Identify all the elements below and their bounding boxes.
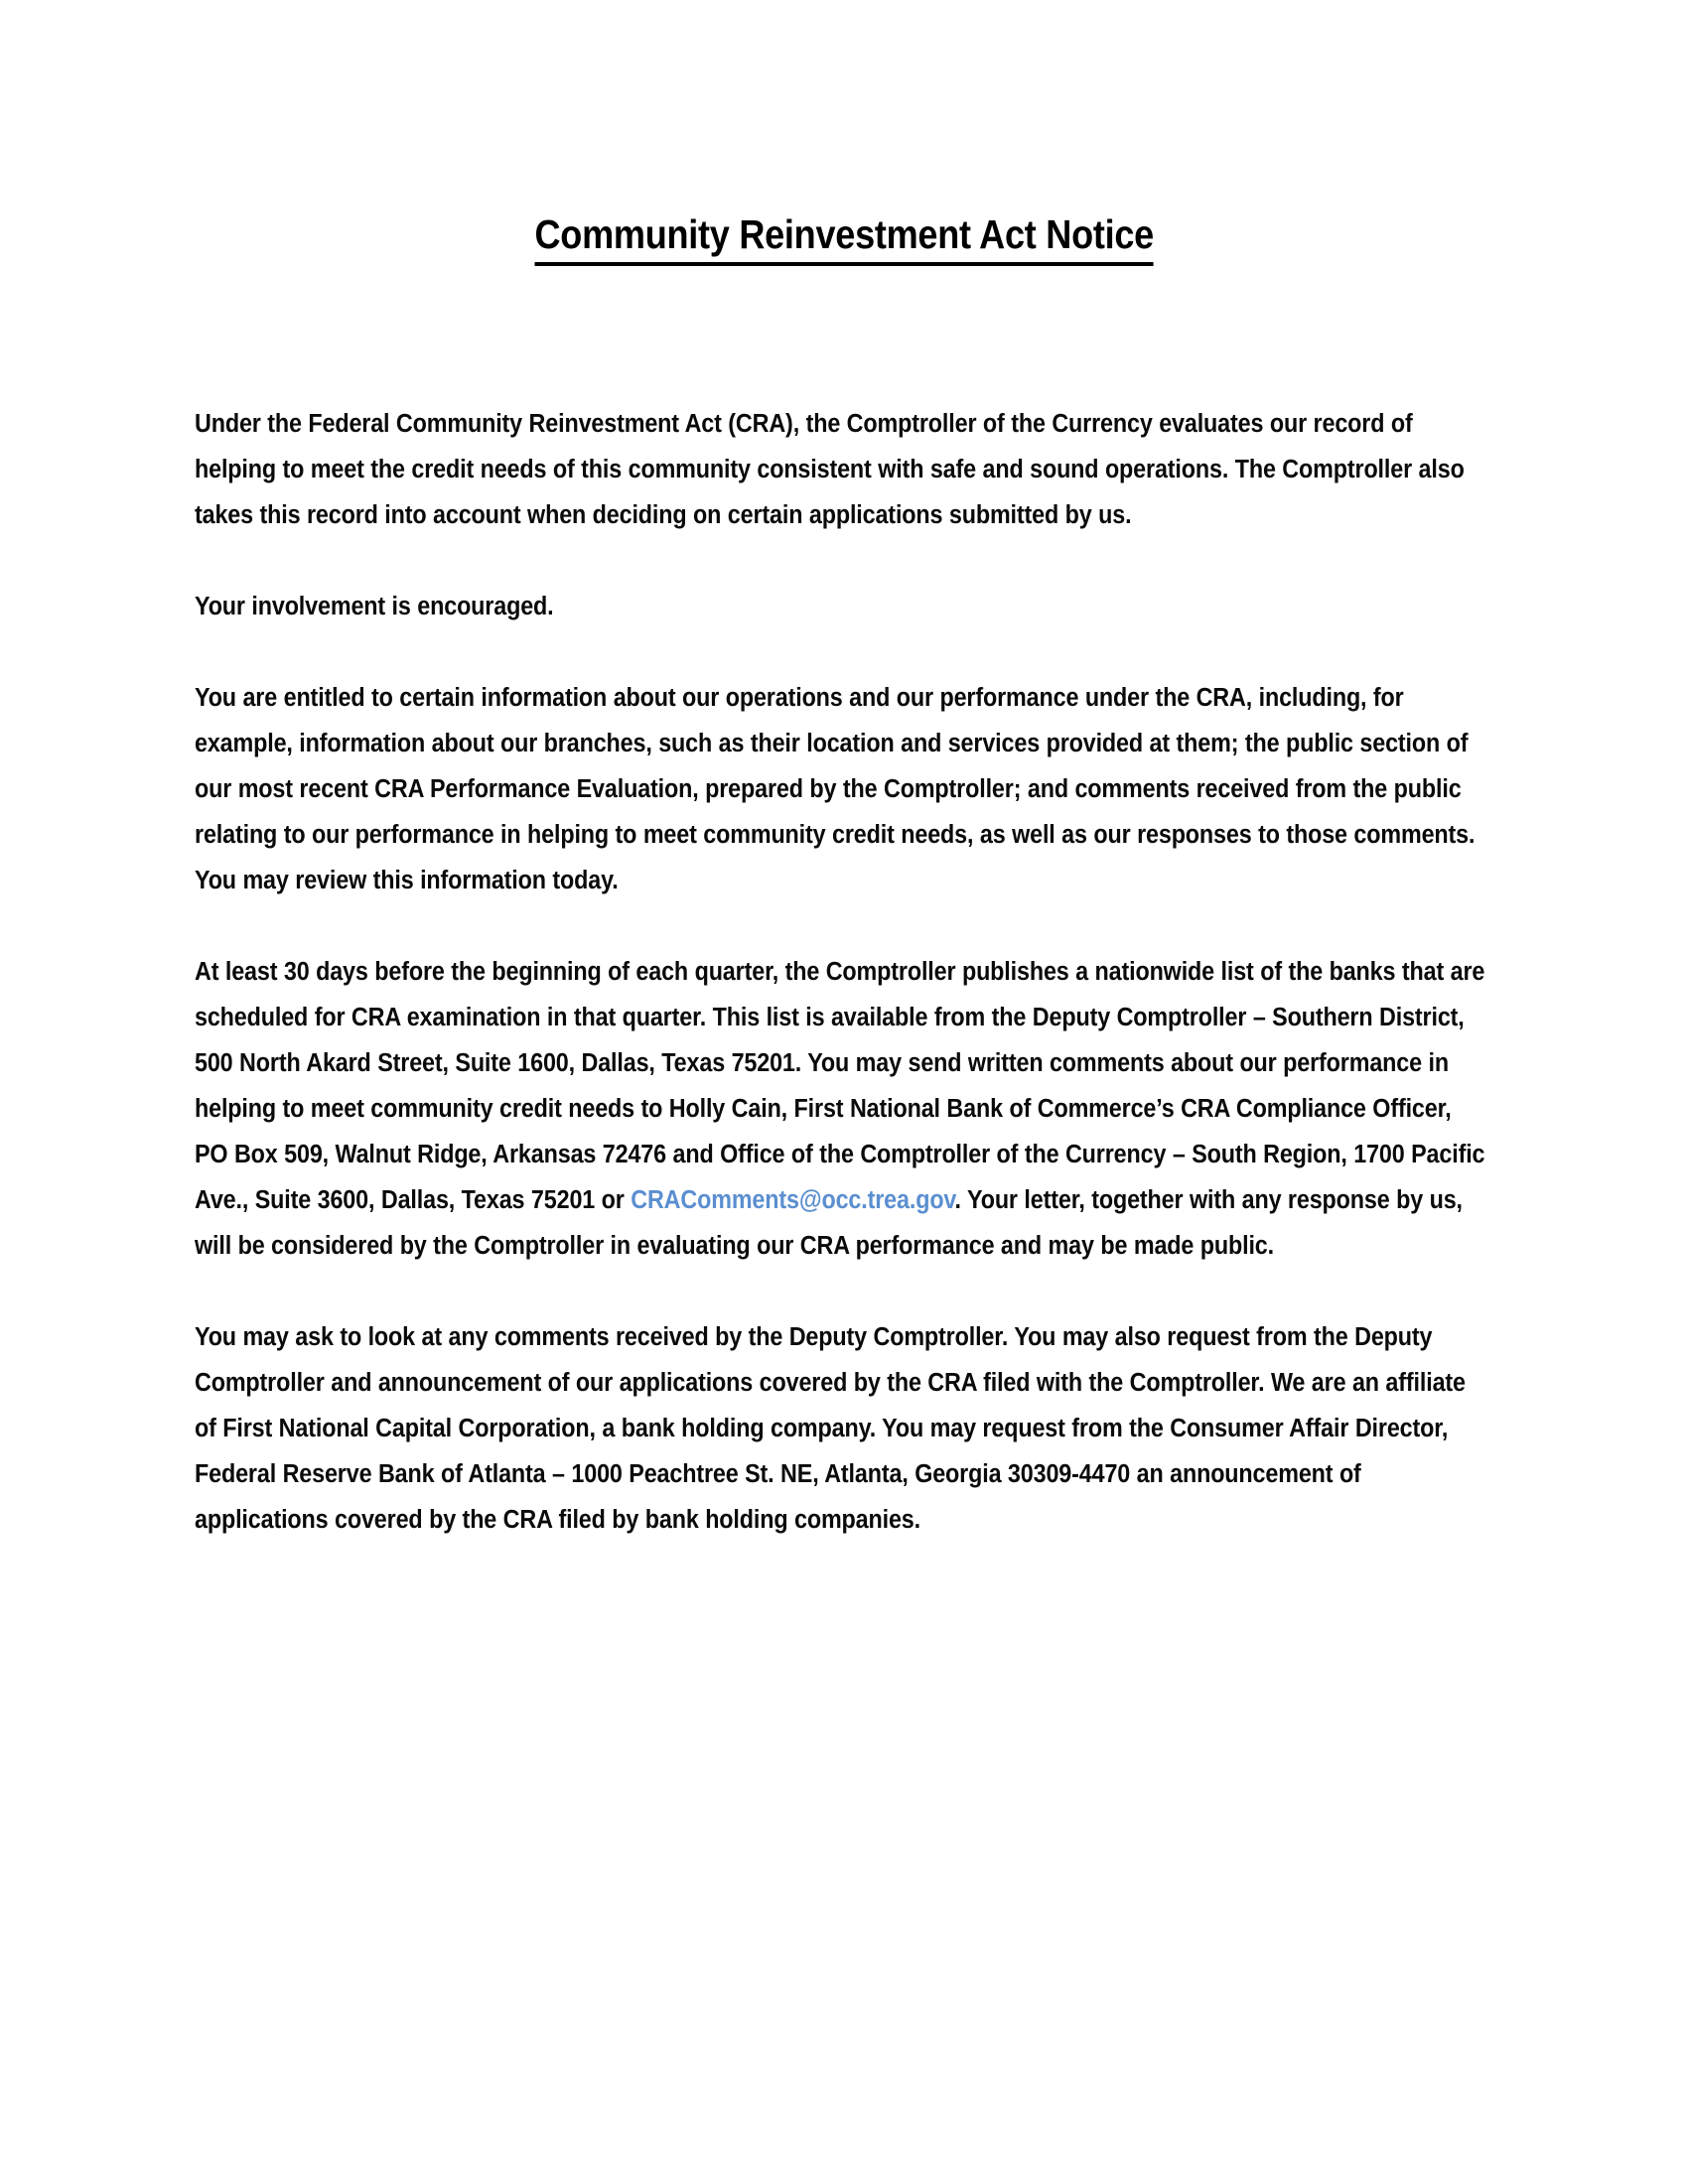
paragraph-comments-access [195,1314,1487,1543]
paragraph-involvement-text: Your involvement is encouraged. [195,593,554,620]
paragraph-quarterly-list-text [195,949,1487,1269]
paragraph-intro-text: Under the Federal Community Reinvestment Act (CRA), the Comptroller of the Currency evaluates our record of helping to meet the credit needs of this community consistent with safe and sound operations. The Comptroller also takes this record into account when deciding on certain applications submitted by us. [195,410,1465,529]
paragraph-entitlement-text: You are entitled to certain information about our operations and our performance under the CRA, including, for example, information about our branches, such as their location and services provided at them; the public section of our most recent CRA Performance Evaluation, prepared by the Comptroller; and comments received from the public relating to our performance in helping to meet community credit needs, as well as our responses to those comments. You may review this information today. [195,684,1476,894]
quarterly-text-after-link: . Your letter, together with any response by us, will be considered by the Comptroller in evaluating our CRA performance and may be made public. [195,1186,1463,1260]
paragraph-quarterly-list [195,949,1487,1269]
paragraph-intro [195,401,1487,538]
paragraph-entitlement [195,675,1487,903]
paragraph-comments-access-text: You may ask to look at any comments received by the Deputy Comptroller. You may also request from the Deputy Comptroller and announcement of our applications covered by the CRA filed with the Comptroller. We are an affiliate of First National Capital Corporation, a bank holding company. You may request from the Consumer Affair Director, Federal Reserve Bank of Atlanta – 1000 Peachtree St. NE, Atlanta, Georgia 30309-4470 an announcement of applications covered by the CRA filed by bank holding companies. [195,1323,1466,1534]
page-title-text: Community Reinvestment Act Notice [534,211,1153,265]
paragraph-involvement [195,584,1487,629]
quarterly-text-before-link: At least 30 days before the beginning of each quarter, the Comptroller publishes a nationwide list of the banks that are scheduled for CRA examination in that quarter. This list is available from the Deputy Comptroller – Southern District, 500 North Akard Street, Suite 1600, Dallas, Texas 75201. You may send written comments about our performance in helping to meet community credit needs to Holly Cain, First National Bank of Commerce’s CRA Compliance Officer, PO Box 509, Walnut Ridge, Arkansas 72476 and Office of the Comptroller of the Currency – South Region, 1700 Pacific Ave., Suite 3600, Dallas, Texas 75201 or [195,958,1485,1214]
cra-comments-email-link[interactable]: CRAComments@occ.trea.gov [631,1186,955,1214]
document-body [195,401,1487,1543]
page-title [0,211,1688,265]
